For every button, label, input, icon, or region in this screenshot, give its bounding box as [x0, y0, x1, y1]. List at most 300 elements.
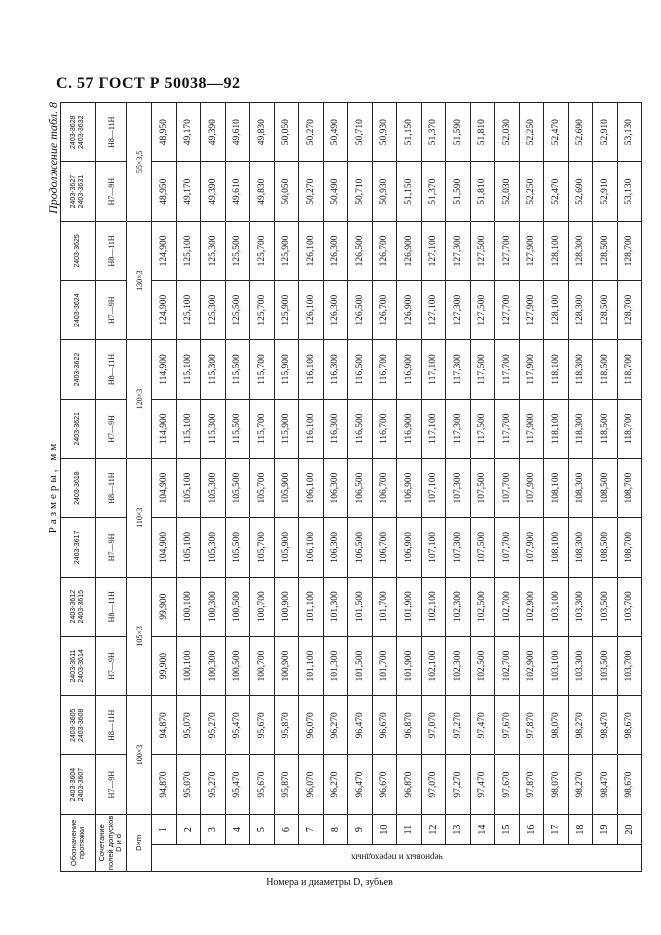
tooth-number: 10: [372, 814, 397, 845]
diameter-value: 95,270: [201, 755, 226, 814]
diameter-value: 105,500: [225, 518, 250, 577]
side-caption-inner: черновых и переходных: [152, 845, 642, 872]
diameter-value: 96,870: [397, 696, 422, 755]
diameter-value: 100,300: [201, 577, 226, 636]
diameter-value: 118,700: [617, 340, 642, 399]
diameter-value: 49,830: [250, 103, 275, 162]
diameter-value: 117,900: [519, 340, 544, 399]
diameter-value: 116,100: [299, 340, 324, 399]
diameter-value: 50,490: [323, 162, 348, 221]
tolerance-label: Сочетание полей допусков D и d: [96, 814, 127, 871]
diameter-value: 106,900: [397, 518, 422, 577]
diameter-value: 102,300: [446, 636, 471, 695]
tooth-number: 5: [250, 814, 275, 845]
diameter-value: 125,500: [225, 221, 250, 280]
diameter-value: 117,700: [495, 399, 520, 458]
diameter-value: 98,470: [593, 696, 618, 755]
diameter-value: 108,500: [593, 458, 618, 517]
diameter-value: 96,470: [348, 696, 373, 755]
diameter-value: 125,700: [250, 221, 275, 280]
diameter-value: 118,700: [617, 399, 642, 458]
diameter-value: 118,100: [544, 399, 569, 458]
table-row: [568, 103, 593, 872]
broach-code: [61, 399, 96, 458]
diameter-value: 128,300: [568, 221, 593, 280]
diameter-value: 117,300: [446, 399, 471, 458]
diameter-value: 96,870: [397, 755, 422, 814]
diameter-value: 118,100: [544, 340, 569, 399]
table-row: [274, 103, 299, 872]
diameter-value: 100,700: [250, 636, 275, 695]
broach-code-line: 2403-3614: [78, 649, 85, 683]
tooth-number: 8: [323, 814, 348, 845]
broach-code-line: 2403-3621: [74, 412, 81, 446]
side-caption-outer: Номера и диаметры D, зубьев: [266, 877, 393, 888]
diameter-value: 103,100: [544, 636, 569, 695]
diameter-value: 116,900: [397, 399, 422, 458]
tooth-number: 4: [225, 814, 250, 845]
diameter-value: 102,300: [446, 577, 471, 636]
diameter-value: 117,300: [446, 340, 471, 399]
diameter-value: 96,070: [299, 696, 324, 755]
diameter-value: 51,150: [397, 103, 422, 162]
diameter-value: 115,100: [176, 340, 201, 399]
diameter-value: 125,900: [274, 281, 299, 340]
diameter-value: 51,590: [446, 162, 471, 221]
diameter-value: 128,500: [593, 281, 618, 340]
diameter-value: 104,900: [152, 518, 177, 577]
diameter-value: 95,870: [274, 755, 299, 814]
diameter-value: 102,700: [495, 636, 520, 695]
diameter-value: 52,910: [593, 162, 618, 221]
tooth-number: 6: [274, 814, 299, 845]
diameter-value: 50,490: [323, 103, 348, 162]
diameter-value: 102,500: [470, 636, 495, 695]
broach-code-line: 2403-3628: [70, 115, 77, 149]
diameter-value: 106,900: [397, 458, 422, 517]
diameter-value: 51,810: [470, 162, 495, 221]
diameter-value: 116,900: [397, 340, 422, 399]
diameter-value: 105,500: [225, 458, 250, 517]
diameter-value: 126,700: [372, 281, 397, 340]
diameter-value: 107,700: [495, 518, 520, 577]
table-row: [201, 103, 226, 872]
broach-code-line: 2403-3627: [70, 174, 77, 209]
tooth-number: 16: [519, 814, 544, 845]
tooth-number: 7: [299, 814, 324, 845]
diameter-value: 49,610: [225, 103, 250, 162]
diameter-value: 128,500: [593, 221, 618, 280]
table-row: [397, 103, 422, 872]
diameter-value: 105,700: [250, 458, 275, 517]
table-row: [323, 103, 348, 872]
diameter-value: 106,700: [372, 458, 397, 517]
diameter-value: 52,690: [568, 103, 593, 162]
tolerance-value: H7—9H: [96, 162, 127, 221]
tolerance-value: H8—11H: [96, 696, 127, 755]
diameter-value: 105,100: [176, 518, 201, 577]
table-row: [495, 103, 520, 872]
diameter-value: 101,100: [299, 577, 324, 636]
broach-code-line: 2403-3611: [70, 649, 77, 683]
diameter-value: 97,070: [421, 755, 446, 814]
diameter-value: 52,470: [544, 103, 569, 162]
broach-code-line: 2403-3622: [74, 352, 81, 387]
diameter-value: 50,710: [348, 103, 373, 162]
diameter-value: 127,500: [470, 221, 495, 280]
diameter-value: 107,900: [519, 458, 544, 517]
tooth-number: 13: [446, 814, 471, 845]
diameter-value: 95,670: [250, 755, 275, 814]
diameter-value: 117,900: [519, 399, 544, 458]
diameter-value: 98,070: [544, 696, 569, 755]
diameter-value: 48,950: [152, 162, 177, 221]
diameter-value: 106,700: [372, 518, 397, 577]
diameter-value: 117,500: [470, 340, 495, 399]
diameter-value: 49,390: [201, 103, 226, 162]
table-row: [348, 103, 373, 872]
tooth-number: 15: [495, 814, 520, 845]
diameter-value: 50,270: [299, 103, 324, 162]
table-row: [152, 103, 177, 872]
diameter-value: 95,870: [274, 696, 299, 755]
diameter-value: 97,470: [470, 696, 495, 755]
diameter-value: 103,700: [617, 636, 642, 695]
broach-code: [61, 458, 96, 517]
tooth-number: 17: [544, 814, 569, 845]
broach-code: [61, 340, 96, 399]
diameter-value: 96,670: [372, 755, 397, 814]
table-row: [593, 103, 618, 872]
table-row: [225, 103, 250, 872]
diameter-value: 124,900: [152, 221, 177, 280]
diameter-value: 101,500: [348, 577, 373, 636]
diameter-value: 125,500: [225, 281, 250, 340]
diameter-value: 115,100: [176, 399, 201, 458]
diameter-value: 103,100: [544, 577, 569, 636]
diameter-value: 97,270: [446, 755, 471, 814]
diameter-value: 116,700: [372, 399, 397, 458]
diameter-value: 105,300: [201, 458, 226, 517]
table-row: [250, 103, 275, 872]
diameter-value: 99,900: [152, 577, 177, 636]
tooth-number: 19: [593, 814, 618, 845]
designation-label: Обозначение протяжки: [61, 814, 96, 871]
diameter-value: 117,100: [421, 399, 446, 458]
diameter-value: 107,100: [421, 518, 446, 577]
diameter-value: 127,500: [470, 281, 495, 340]
sizes-title: Размеры, мм: [47, 440, 59, 534]
diameter-value: 48,950: [152, 103, 177, 162]
diameter-value: 125,100: [176, 281, 201, 340]
diameter-value: 51,590: [446, 103, 471, 162]
broach-code: [61, 577, 96, 636]
diameter-value: 108,100: [544, 518, 569, 577]
diameter-value: 125,700: [250, 281, 275, 340]
tooth-number: 14: [470, 814, 495, 845]
diameter-value: 126,300: [323, 281, 348, 340]
diameter-value: 125,100: [176, 221, 201, 280]
broach-code: [61, 162, 96, 221]
diameter-value: 116,100: [299, 399, 324, 458]
diameter-value: 107,300: [446, 518, 471, 577]
diameter-value: 100,700: [250, 577, 275, 636]
diameter-value: 106,500: [348, 518, 373, 577]
diameter-value: 115,900: [274, 399, 299, 458]
diameter-value: 103,300: [568, 577, 593, 636]
diameter-value: 95,270: [201, 696, 226, 755]
diameter-value: 98,670: [617, 755, 642, 814]
diameter-value: 49,390: [201, 162, 226, 221]
tolerance-value: H8—11H: [96, 458, 127, 517]
diameter-value: 50,270: [299, 162, 324, 221]
diameter-value: 107,700: [495, 458, 520, 517]
diameter-value: 94,870: [152, 696, 177, 755]
tolerance-value: H8—11H: [96, 577, 127, 636]
diameter-value: 116,500: [348, 399, 373, 458]
diameter-value: 106,500: [348, 458, 373, 517]
diameter-value: 126,500: [348, 281, 373, 340]
diameter-value: 98,070: [544, 755, 569, 814]
broach-code-line: 2403-3625: [74, 234, 81, 268]
diameter-value: 101,700: [372, 636, 397, 695]
diameter-value: 49,170: [176, 103, 201, 162]
diameter-value: 51,370: [421, 103, 446, 162]
diameter-value: 106,300: [323, 518, 348, 577]
diameter-value: 115,700: [250, 340, 275, 399]
diameter-value: 105,300: [201, 518, 226, 577]
dxm-group: 120×3: [127, 340, 152, 459]
diameter-value: 118,300: [568, 340, 593, 399]
diameter-value: 97,270: [446, 696, 471, 755]
diameter-value: 104,900: [152, 458, 177, 517]
diameter-value: 106,300: [323, 458, 348, 517]
table-row: [421, 103, 446, 872]
diameter-value: 115,300: [201, 399, 226, 458]
diameter-value: 105,700: [250, 518, 275, 577]
diameter-value: 102,100: [421, 577, 446, 636]
diameter-value: 102,500: [470, 577, 495, 636]
broach-code-line: 2403-3631: [78, 174, 85, 209]
diameter-value: 115,300: [201, 340, 226, 399]
diameter-value: 125,900: [274, 221, 299, 280]
diameter-value: 50,050: [274, 103, 299, 162]
broach-code-line: 2403-3615: [78, 589, 85, 624]
diameter-value: 125,300: [201, 281, 226, 340]
tolerance-value: H7—9H: [96, 755, 127, 814]
dxm-group: 105×3: [127, 577, 152, 696]
diameter-value: 95,070: [176, 696, 201, 755]
diameter-value: 127,100: [421, 281, 446, 340]
diameter-value: 95,670: [250, 696, 275, 755]
diameter-value: 106,100: [299, 518, 324, 577]
diameter-value: 101,900: [397, 577, 422, 636]
diameter-value: 96,470: [348, 755, 373, 814]
diameter-value: 128,100: [544, 221, 569, 280]
dxm-group: 110×3: [127, 458, 152, 577]
diameter-value: 50,050: [274, 162, 299, 221]
broach-code-line: 2403-3617: [74, 530, 81, 565]
tooth-number: 12: [421, 814, 446, 845]
diameter-value: 117,700: [495, 340, 520, 399]
dxm-group: 130×3: [127, 221, 152, 340]
broach-code: [61, 636, 96, 695]
diameter-value: 101,700: [372, 577, 397, 636]
diameter-value: 107,500: [470, 518, 495, 577]
diameter-value: 118,500: [593, 340, 618, 399]
diameter-value: 50,710: [348, 162, 373, 221]
diameter-value: 100,500: [225, 577, 250, 636]
diameter-value: 96,070: [299, 755, 324, 814]
diameter-value: 127,900: [519, 221, 544, 280]
diameter-value: 127,300: [446, 221, 471, 280]
diameter-value: 97,670: [495, 696, 520, 755]
diameter-value: 128,100: [544, 281, 569, 340]
diameter-value: 105,900: [274, 458, 299, 517]
diameter-value: 52,470: [544, 162, 569, 221]
diameter-value: 52,690: [568, 162, 593, 221]
broach-code: [61, 518, 96, 577]
broach-code-line: 2403-3604: [70, 767, 77, 802]
tooth-number: 18: [568, 814, 593, 845]
diameter-value: 127,700: [495, 221, 520, 280]
tolerance-value: H8—11H: [96, 103, 127, 162]
diameter-value: 97,870: [519, 696, 544, 755]
diameter-value: 98,270: [568, 755, 593, 814]
diameter-value: 105,100: [176, 458, 201, 517]
diameter-value: 118,300: [568, 399, 593, 458]
table-row: [176, 103, 201, 872]
diameter-value: 114,900: [152, 399, 177, 458]
broach-code: [61, 103, 96, 162]
diameter-value: 126,100: [299, 281, 324, 340]
diameter-value: 106,100: [299, 458, 324, 517]
diameter-value: 108,700: [617, 518, 642, 577]
diameter-value: 105,900: [274, 518, 299, 577]
diameter-value: 102,900: [519, 577, 544, 636]
diameter-value: 127,700: [495, 281, 520, 340]
diameter-value: 52,030: [495, 103, 520, 162]
broach-code-line: 2403-3608: [78, 708, 85, 743]
diameter-value: 124,900: [152, 281, 177, 340]
dxm-group: 100×3: [127, 696, 152, 815]
diameter-value: 97,470: [470, 755, 495, 814]
dimensions-table: [60, 102, 642, 872]
diameter-value: 128,300: [568, 281, 593, 340]
diameter-value: 116,300: [323, 399, 348, 458]
diameter-value: 52,250: [519, 103, 544, 162]
diameter-value: 116,500: [348, 340, 373, 399]
diameter-value: 52,910: [593, 103, 618, 162]
diameter-value: 96,670: [372, 696, 397, 755]
diameter-value: 100,900: [274, 577, 299, 636]
broach-code-line: 2403-3632: [78, 115, 85, 149]
diameter-value: 53,130: [617, 162, 642, 221]
tolerance-value: H8—11H: [96, 340, 127, 399]
diameter-value: 96,270: [323, 696, 348, 755]
tolerance-value: H8—11H: [96, 221, 127, 280]
diameter-value: 97,870: [519, 755, 544, 814]
diameter-value: 52,030: [495, 162, 520, 221]
diameter-value: 103,500: [593, 636, 618, 695]
diameter-value: 101,900: [397, 636, 422, 695]
diameter-value: 94,870: [152, 755, 177, 814]
diameter-value: 108,100: [544, 458, 569, 517]
diameter-value: 49,830: [250, 162, 275, 221]
diameter-value: 98,670: [617, 696, 642, 755]
tolerance-value: H7—9H: [96, 281, 127, 340]
diameter-value: 96,270: [323, 755, 348, 814]
tooth-number: 20: [617, 814, 642, 845]
table-row: [299, 103, 324, 872]
tooth-number: 9: [348, 814, 373, 845]
diameter-value: 95,070: [176, 755, 201, 814]
diameter-value: 115,500: [225, 399, 250, 458]
diameter-value: 50,930: [372, 103, 397, 162]
diameter-value: 100,100: [176, 577, 201, 636]
tooth-number: 2: [176, 814, 201, 845]
tooth-number: 1: [152, 814, 177, 845]
diameter-value: 100,100: [176, 636, 201, 695]
diameter-value: 126,900: [397, 221, 422, 280]
diameter-value: 101,100: [299, 636, 324, 695]
continuation-title: Продолжение табл. 8: [46, 102, 60, 214]
diameter-value: 103,700: [617, 577, 642, 636]
diameter-value: 50,930: [372, 162, 397, 221]
dxm-label: D×m: [127, 814, 152, 871]
diameter-value: 102,700: [495, 577, 520, 636]
diameter-value: 100,300: [201, 636, 226, 695]
diameter-value: 108,700: [617, 458, 642, 517]
diameter-value: 100,900: [274, 636, 299, 695]
tolerance-value: H7—9H: [96, 636, 127, 695]
diameter-value: 100,500: [225, 636, 250, 695]
diameter-value: 126,100: [299, 221, 324, 280]
diameter-value: 115,700: [250, 399, 275, 458]
diameter-value: 51,810: [470, 103, 495, 162]
page-header: С. 57 ГОСТ Р 50038—92: [56, 75, 241, 92]
diameter-value: 107,900: [519, 518, 544, 577]
table-row: [470, 103, 495, 872]
diameter-value: 126,300: [323, 221, 348, 280]
diameter-value: 102,100: [421, 636, 446, 695]
tolerance-value: H7—9H: [96, 518, 127, 577]
diameter-value: 107,100: [421, 458, 446, 517]
diameter-value: 108,500: [593, 518, 618, 577]
broach-code-line: 2403-3618: [74, 471, 81, 505]
tooth-number: 11: [397, 814, 422, 845]
table-row: [544, 103, 569, 872]
diameter-value: 127,300: [446, 281, 471, 340]
diameter-value: 126,700: [372, 221, 397, 280]
broach-code: [61, 221, 96, 280]
diameter-value: 98,270: [568, 696, 593, 755]
broach-code-line: 2403-3607: [78, 767, 85, 802]
diameter-value: 103,300: [568, 636, 593, 695]
diameter-value: 117,100: [421, 340, 446, 399]
diameter-value: 95,470: [225, 755, 250, 814]
diameter-value: 52,250: [519, 162, 544, 221]
diameter-value: 127,900: [519, 281, 544, 340]
broach-code: [61, 755, 96, 814]
diameter-value: 99,900: [152, 636, 177, 695]
broach-code: [61, 281, 96, 340]
rotated-table-area: [46, 102, 635, 888]
diameter-value: 53,130: [617, 103, 642, 162]
diameter-value: 51,150: [397, 162, 422, 221]
table-row: [617, 103, 642, 872]
diameter-value: 108,300: [568, 458, 593, 517]
